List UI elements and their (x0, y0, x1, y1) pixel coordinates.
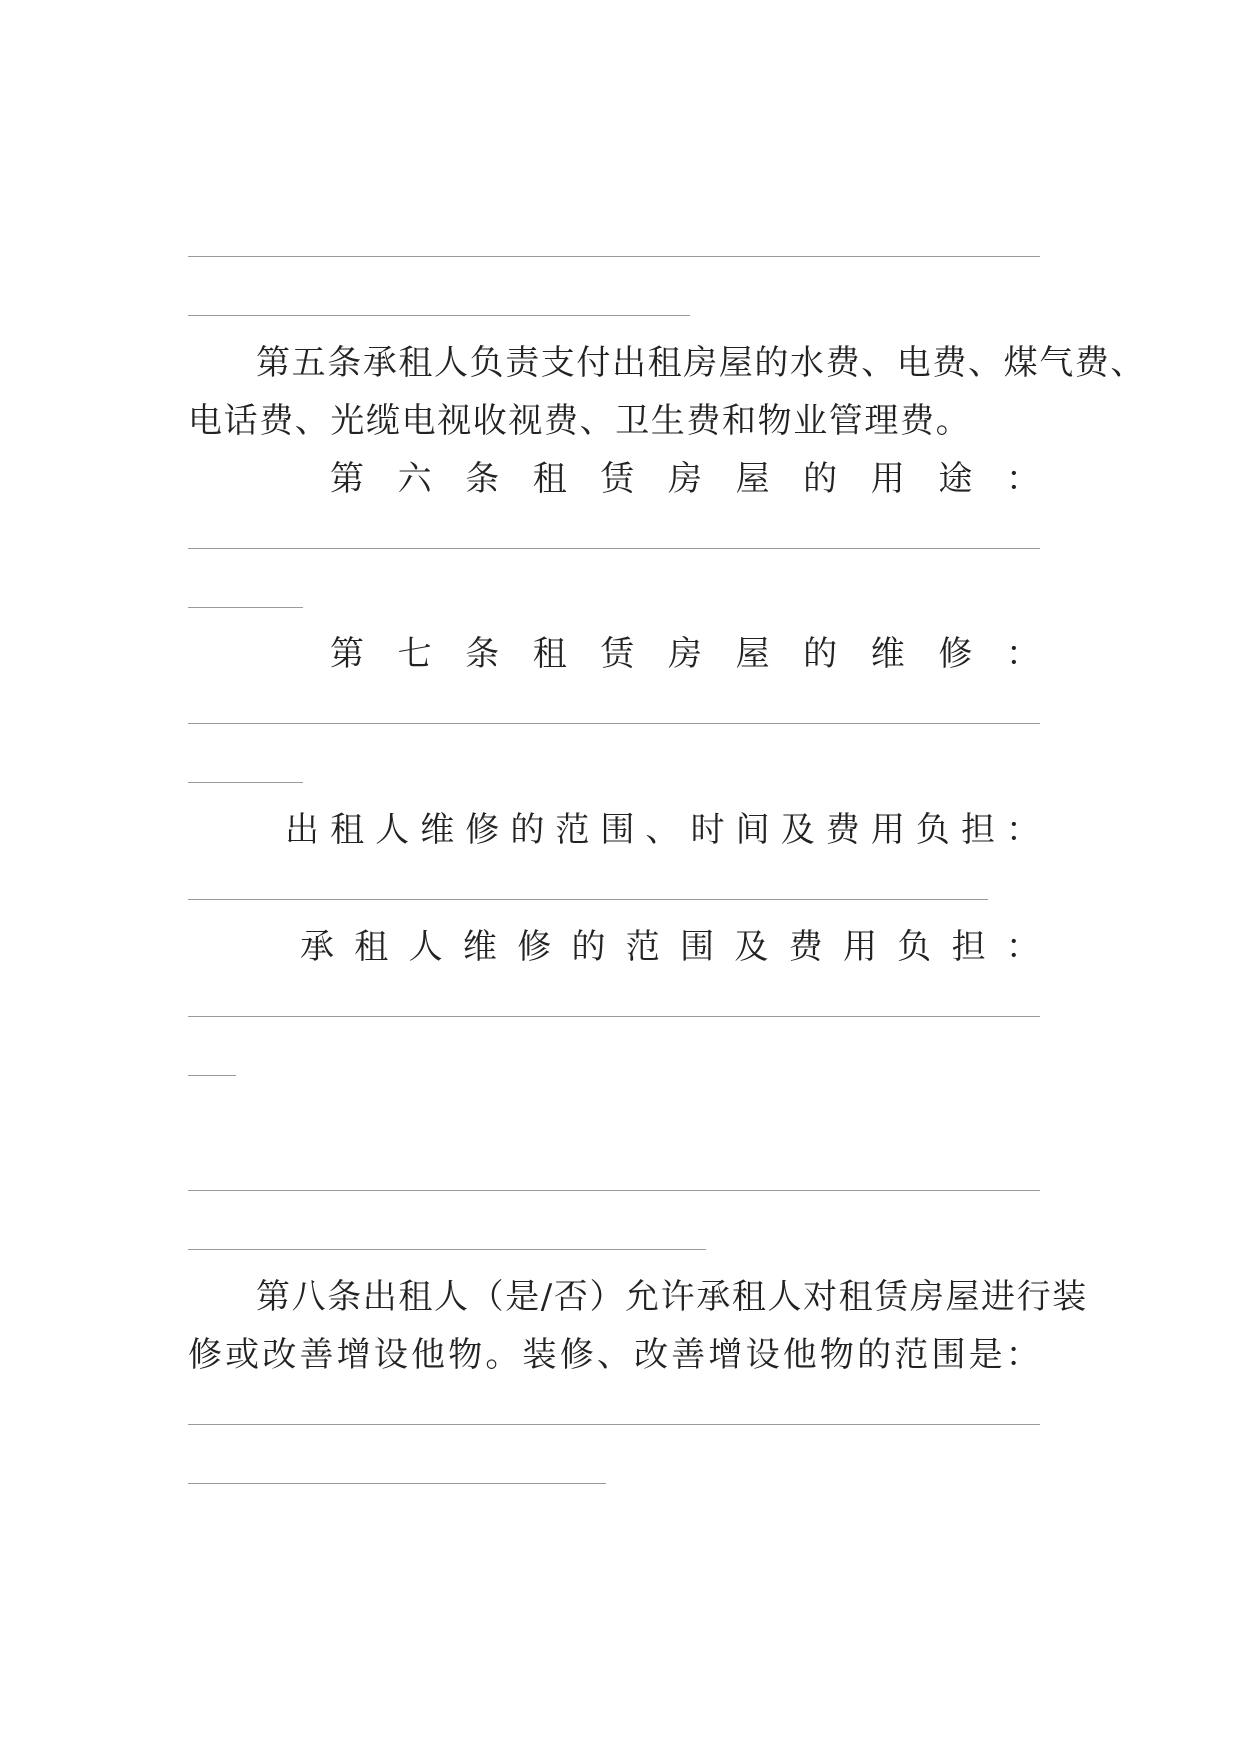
blank-line (188, 548, 1040, 549)
blank-line (188, 1075, 236, 1076)
article-8-line-2: 修 或 改 善 增 设 他 物 。 装 修 、 改 善 增 设 他 物 的 范 围 是 ： (188, 1335, 1040, 1375)
blank-line (188, 1483, 606, 1484)
blank-line (188, 1424, 1040, 1425)
blank-line (188, 256, 1040, 257)
blank-line (188, 607, 303, 608)
article-7-heading: 第 七 条 租 赁 房 屋 的 维 修 ： (330, 634, 1040, 674)
lessee-repair-heading: 承 租 人 维 修 的 范 围 及 费 用 负 担 ： (300, 927, 1040, 967)
blank-line (188, 315, 690, 316)
blank-line (188, 782, 303, 783)
lessor-repair-heading: 出 租 人 维 修 的 范 围 、 时 间 及 费 用 负 担 ： (285, 810, 1040, 850)
article-6-heading: 第 六 条 租 赁 房 屋 的 用 途 ： (330, 459, 1040, 499)
blank-line (188, 1016, 1040, 1017)
article-5-line-1: 第五条承租人负责支付出租房屋的水费、电费、煤气费、 (256, 343, 1146, 383)
article-8-line-1: 第八条出租人（是/否）允许承租人对租赁房屋进行装 (256, 1277, 1088, 1317)
blank-line (188, 723, 1040, 724)
blank-line (188, 1190, 1040, 1191)
blank-line (188, 1249, 706, 1250)
blank-line (188, 899, 988, 900)
article-5-line-2: 电话费、光缆电视收视费、卫生费和物业管理费。 (188, 401, 972, 441)
